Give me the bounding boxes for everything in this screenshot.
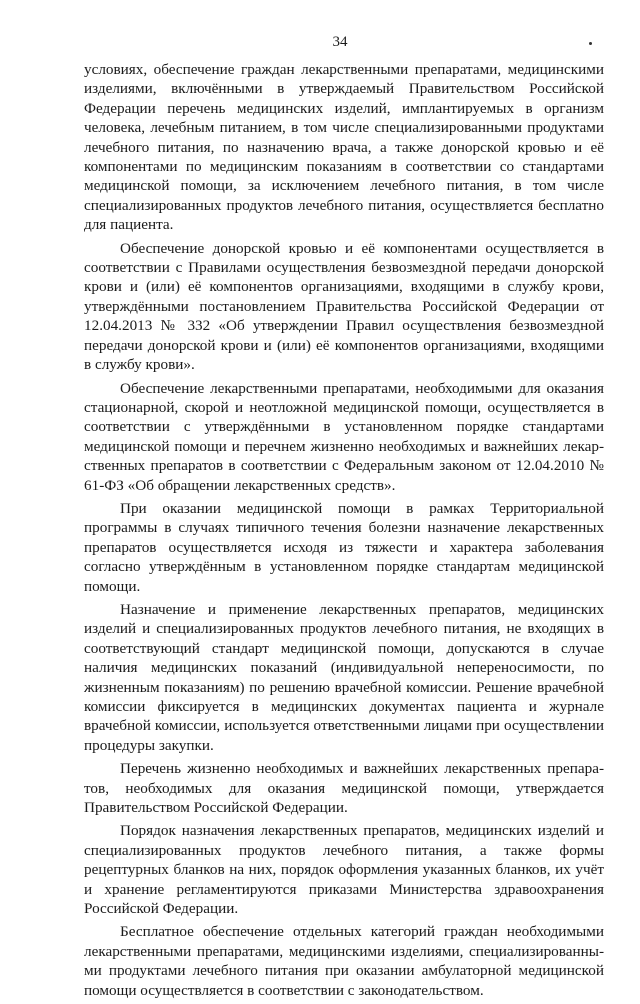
paragraph-continuation: условиях, обеспечение граждан лекарственными препаратами, медицинскими изделиями, включёнными в утверждаемый Правительством Российской Федерации перечень медицинских изделий, имплантируемых в организм человека, лечебным питанием, в том числе специализированными продуктами лечебного питания, по назначению врача, а также донорской кровью и её компонентами по медицинским показаниям в соответствии со стандартами медицинской помощи, за исключением лечебного питания, в том числе специализированных продуктов лечебного питания, осуществляется бесплатно для пациента.: [84, 61, 604, 234]
paragraph-free-provision: Бесплатное обеспечение отдельных категорий граждан необходимыми лекарственными препаратами, медицинскими изделиями, специализированными продуктами лечебного питания при оказании амбулаторной медицинской помощи осуществляется в соответствии с законодательством.: [84, 923, 604, 999]
page-number: 34: [332, 34, 348, 50]
paragraph-essential-drugs-list: Перечень жизненно необходимых и важнейших лекарственных препаратов, необходимых для оказания медицинской помощи, утверждается Правительством Российской Федерации.: [84, 760, 604, 817]
document-body: [84, 60, 604, 1004]
paragraph-typical-course: При оказании медицинской помощи в рамках Территориальной программы в случаях типичного течения болезни назначение лекарственных препаратов осуществляется исходя из тяжести и характера заболевания согласно утверждённым в установленном порядке стандартам медицинской помощи.: [84, 499, 604, 595]
paragraph-non-standard-prescription: Назначение и применение лекарственных препаратов, медицинских изделий и специализированных продуктов лечебного питания, не входящих в соответствующий стандарт медицинской помощи, допускаются в случае наличия медицинских показаний (индивидуальной непереносимости, по жизненным показаниям) по решению врачебной комиссии. Решение врачебной комиссии фиксируется в медицинских документах пациента и журнале врачебной комиссии, используется ответственными лицами при осуществлении процедуры закупки.: [84, 600, 604, 754]
margin-mark: [589, 42, 592, 45]
paragraph-blood-supply: Обеспечение донорской кровью и её компонентами осуществляется в соответствии с Правилами осуществления безвозмездной передачи донорской крови и (или) её компонентов организациями, входящими в службу крови, утверждёнными постановлением Правительства Российской Федерации от 12.04.2013 № 332 «Об утверждении Правил осуществления безвозмездной передачи донорской крови и (или) её компонентов организациями, входящими в службу крови».: [84, 239, 604, 374]
paragraph-prescription-procedure: Порядок назначения лекарственных препаратов, медицинских изделий и специализированных продуктов лечебного питания, а также формы рецептурных бланков на них, порядок оформления указанных бланков, их учёт и хранение регламентируются приказами Министерства здравоохранения Российской Федерации.: [84, 822, 604, 918]
paragraph-inpatient-drugs: Обеспечение лекарственными препаратами, необходимыми для оказания стационарной, скорой и неотложной медицинской помощи, осуществляется в соответствии с утверждёнными в установленном порядке стандартами медицинской помощи и перечнем жизненно необходимых и важнейших лекарственных препаратов в соответствии с Федеральным законом от 12.04.2010 № 61-ФЗ «Об обращении лекарственных средств».: [84, 379, 604, 494]
